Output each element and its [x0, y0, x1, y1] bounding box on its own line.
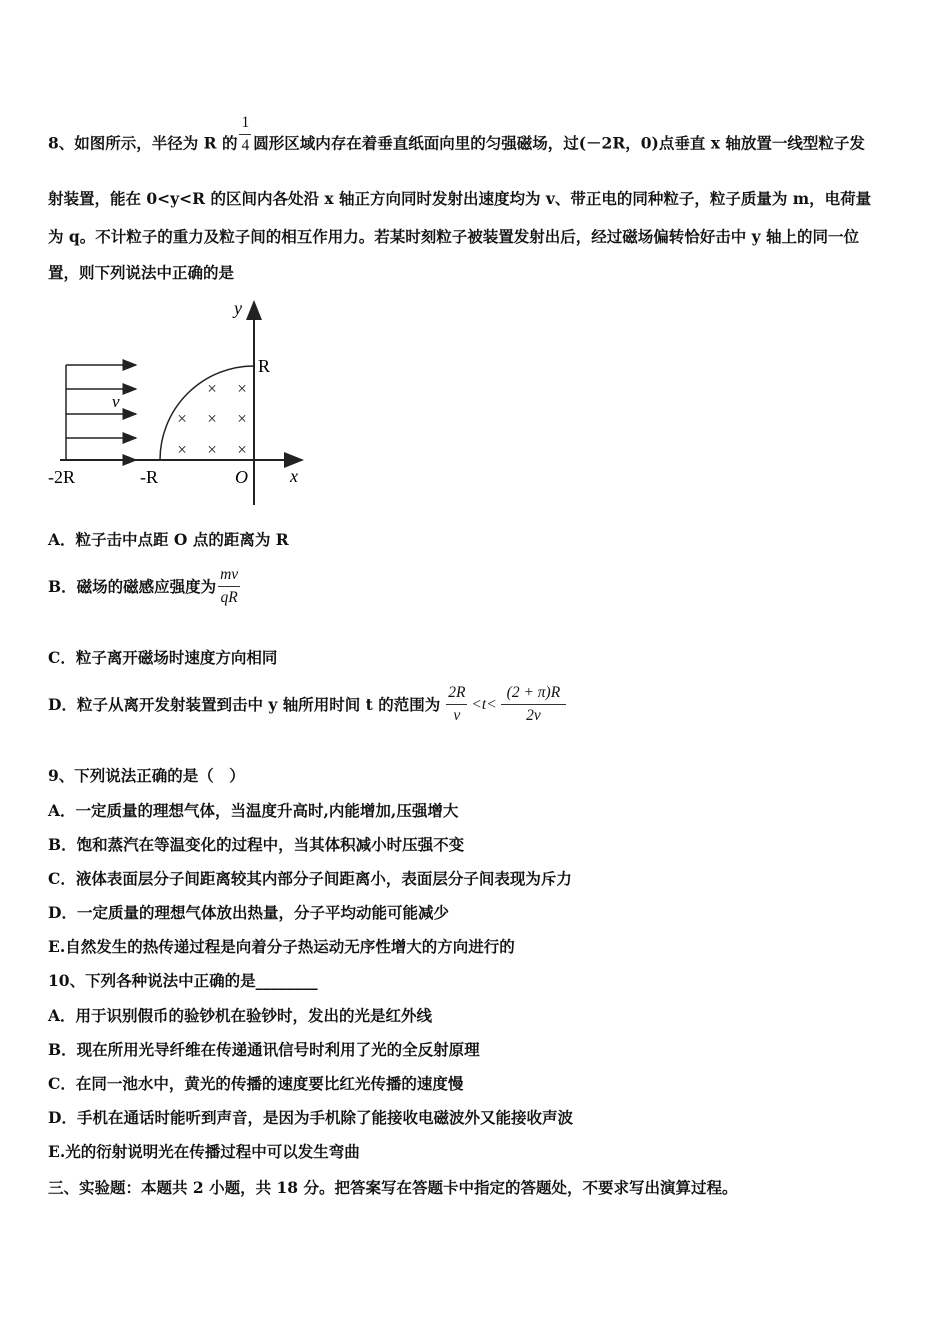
minus-r-label: -R — [140, 467, 158, 487]
q8-line1-a: 8、如图所示，半径为 R 的 — [48, 133, 238, 153]
q10-option-d: D．手机在通话时能听到声音，是因为手机除了能接收电磁波外又能接收声波 — [48, 1108, 573, 1127]
q9-option-e: E.自然发生的热传递过程是向着分子热运动无序性增大的方向进行的 — [48, 937, 515, 956]
minus-2r-label: -2R — [48, 467, 75, 487]
q8-option-d-text: D．粒子从离开发射装置到击中 y 轴所用时间 t 的范围为 — [48, 694, 441, 714]
q9-option-a: A．一定质量的理想气体，当温度升高时,内能增加,压强增大 — [48, 801, 459, 820]
fraction-2-plus-pi-r-2v: $\frac{(2 + \pi)R}{2v}$ — [501, 684, 567, 725]
velocity-label: v — [112, 392, 120, 411]
x-axis-label: x — [290, 466, 298, 486]
q8-option-b — [48, 566, 242, 607]
q9-option-d: D．一定质量的理想气体放出热量，分子平均动能可能减少 — [48, 903, 449, 922]
q9-option-b: B．饱和蒸汽在等温变化的过程中，当其体积减小时压强不变 — [48, 835, 465, 854]
fraction-quarter: $\frac{1}{4}$ — [241, 114, 250, 154]
fraction-2r-v: $\frac{2R}{v}$ — [448, 684, 466, 724]
q10-option-a: A．用于识别假币的验钞机在验钞时，发出的光是红外线 — [48, 1006, 433, 1025]
inequality-t: <t< — [471, 695, 497, 713]
q8-option-d — [48, 684, 568, 725]
y-axis-label: y — [234, 298, 242, 318]
field-cross: × — [207, 379, 217, 398]
q8-line1 — [48, 114, 865, 165]
q10-stem: 10、下列各种说法中正确的是________ — [48, 971, 318, 990]
field-cross: × — [177, 440, 187, 459]
q8-option-b-text: B．磁场的磁感应强度为 — [48, 576, 217, 596]
q8-line3: 为 q。不计粒子的重力及粒子间的相互作用力。若某时刻粒子被装置发射出后，经过磁场偏转恰好击中 y 轴上的同一位 — [48, 227, 860, 246]
q8-option-a: A．粒子击中点距 O 点的距离为 R — [48, 530, 289, 549]
fraction-mv-qr: $\frac{mv}{qR}$ — [220, 566, 239, 606]
field-cross: × — [207, 409, 217, 428]
field-cross: × — [237, 409, 247, 428]
r-label: R — [258, 356, 271, 376]
magnetic-field-figure — [40, 290, 320, 510]
q9-option-c: C．液体表面层分子间距离较其内部分子间距离小，表面层分子间表现为斥力 — [48, 869, 572, 888]
field-cross: × — [177, 409, 187, 428]
q8-option-c: C．粒子离开磁场时速度方向相同 — [48, 648, 278, 667]
field-cross: × — [207, 440, 217, 459]
q8-line1-b: 圆形区域内存在着垂直纸面向里的匀强磁场，过(－2R，0)点垂直 x 轴放置一线型粒子发 — [253, 133, 865, 153]
origin-label: O — [235, 467, 248, 487]
q10-option-b: B．现在所用光导纤维在传递通讯信号时利用了光的全反射原理 — [48, 1040, 480, 1059]
q8-line2: 射装置，能在 0<y<R 的区间内各处沿 x 轴正方向同时发射出速度均为 v、带正电的同种粒子，粒子质量为 m，电荷量 — [48, 189, 872, 208]
q10-option-e: E.光的衍射说明光在传播过程中可以发生弯曲 — [48, 1142, 360, 1161]
q8-line4: 置，则下列说法中正确的是 — [48, 263, 235, 282]
field-cross: × — [237, 440, 247, 459]
q10-option-c: C．在同一池水中，黄光的传播的速度要比红光传播的速度慢 — [48, 1074, 464, 1093]
q9-stem: 9、下列说法正确的是（ ） — [48, 766, 245, 785]
section-3-heading: 三、实验题：本题共 2 小题，共 18 分。把答案写在答题卡中指定的答题处，不要求写出演算过程。 — [48, 1178, 738, 1197]
field-cross: × — [237, 379, 247, 398]
